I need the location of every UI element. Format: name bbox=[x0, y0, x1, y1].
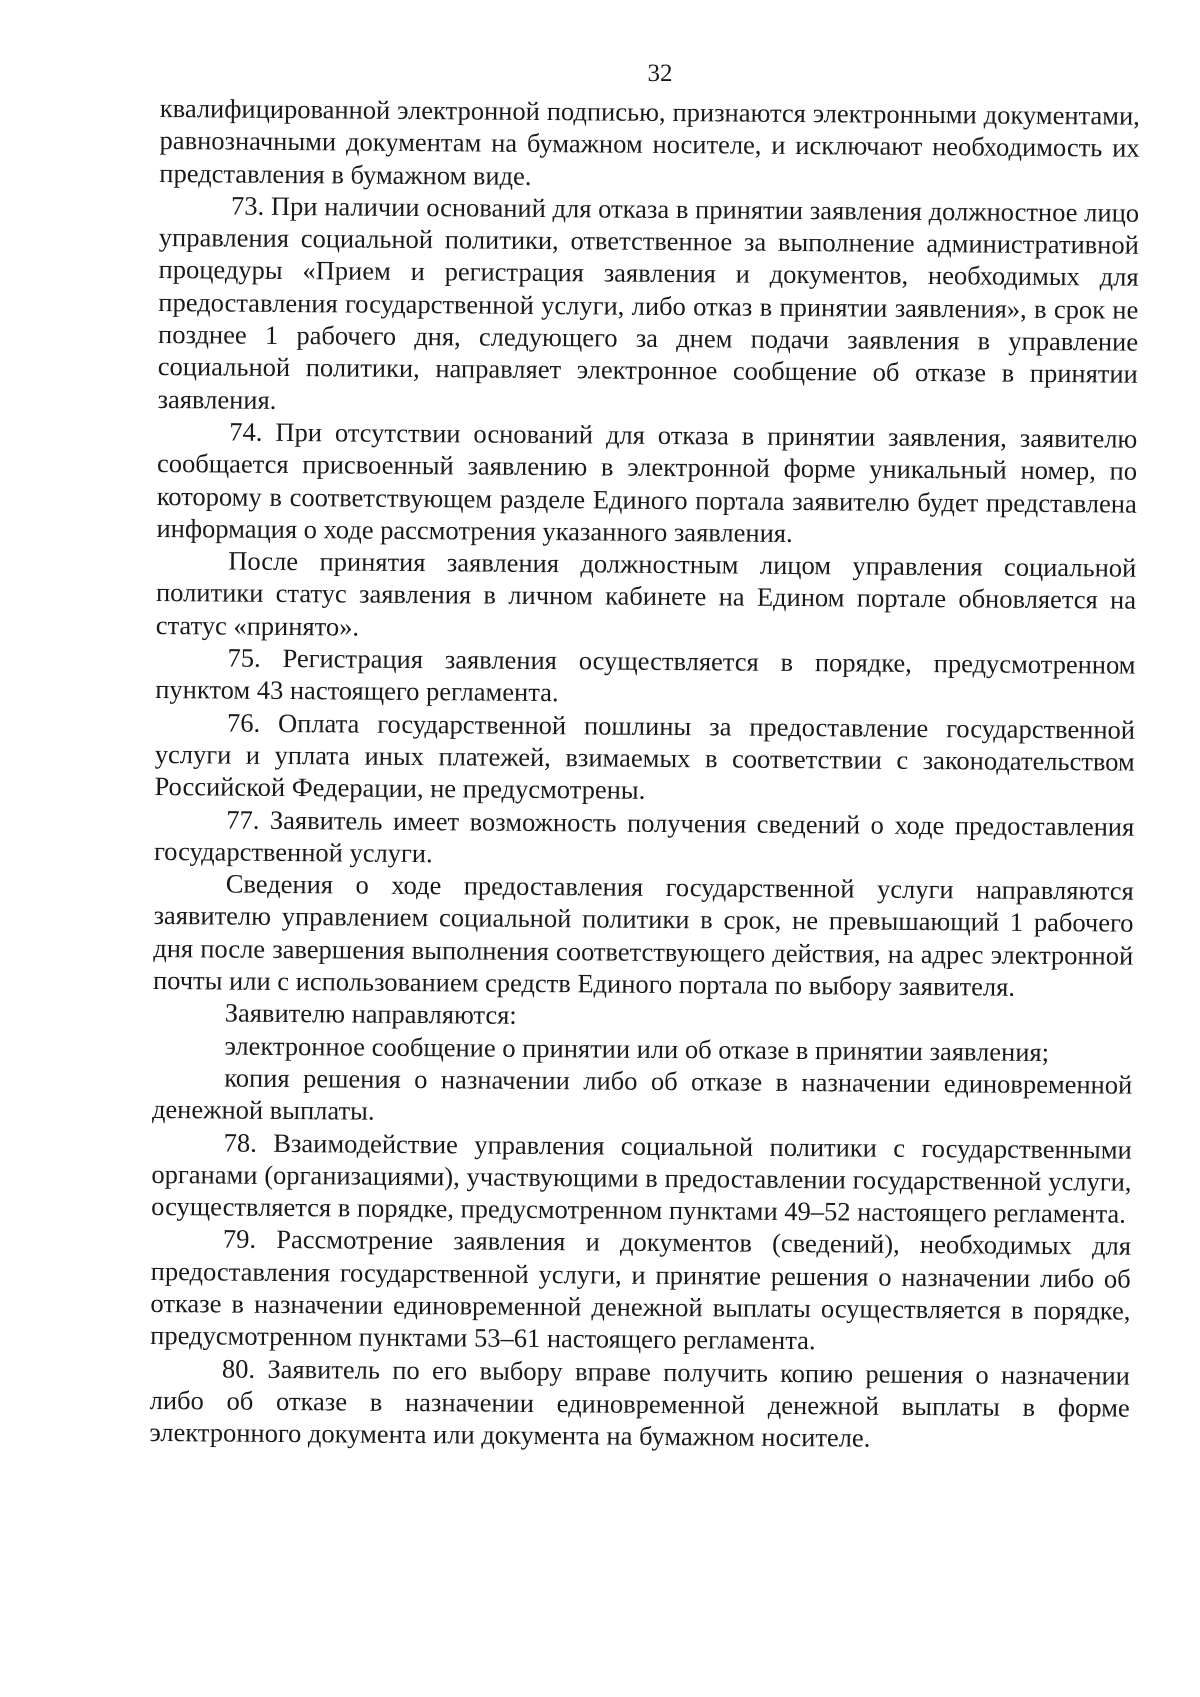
paragraph-74: 74. При отсутствии оснований для отказа в принятии заявления, заявителю сообщается присвоенный заявлению в электронной форме уникальный номер, по которому в соответствующем разделе Единого портала заявителю будет представлена информация о ходе рассмотрения указанного заявления. bbox=[156, 416, 1138, 548]
paragraph-73: 73. При наличии оснований для отказа в принятии заявления должностное лицо управления социальной политики, ответственное за выполнение административной процедуры «Прием и регистрация заявления и документов, необходимых для предоставления государственной услуги, либо отказ в принятии заявления», в срок не позднее 1 рабочего дня, следующего за днем подачи заявления в управление социальной политики, направляет электронное сообщение об отказе в принятии заявления. bbox=[157, 190, 1140, 415]
paragraph-77-info: Сведения о ходе предоставления государственной услуги направляются заявителю управлением социальной политики в срок, не превышающий 1 рабочего дня после завершения выполнения соответствующего действия, на адрес электронной почты или с использованием средств Единого портала по выбору заявителя. bbox=[152, 868, 1134, 1002]
paragraph-77-sent-item-2: копия решения о назначении либо об отказе в назначении единовременной денежной выплаты. bbox=[151, 1062, 1133, 1126]
paragraph-77: 77. Заявитель имеет возможность получения сведений о ходе предоставления государственной услуги. bbox=[153, 804, 1135, 868]
paragraph-80: 80. Заявитель по его выбору вправе получить копию решения о назначении либо об отказе в назначении единовременной денежной выплаты в форме электронного документа или документа на бумажном носителе. bbox=[149, 1353, 1131, 1453]
document-body bbox=[149, 92, 1140, 1456]
paragraph-78: 78. Взаимодействие управления социальной политики с государственными органами (организациями), участвующими в предоставлении государственной услуги, осуществляется в порядке, предусмотренном пунктами 49–52 настоящего регламента. bbox=[151, 1127, 1132, 1229]
paragraph-continuation: квалифицированной электронной подписью, признаются электронными документами, равнозначными документам на бумажном носителе, и исключают необходимость их представления в бумажном виде. bbox=[159, 92, 1140, 191]
paragraph-77-sent-item-1: электронное сообщение о принятии или об отказе в принятии заявления; bbox=[224, 1030, 1050, 1067]
paragraph-76: 76. Оплата государственной пошлины за предоставление государственной услуги и уплата иных платежей, взимаемых в соответствии с законодательством Российской Федерации, не предусмотрены. bbox=[154, 707, 1136, 806]
paragraph-74-status: После принятия заявления должностным лицом управления социальной политики статус заявления в личном кабинете на Едином портале обновляется на статус «принято». bbox=[155, 545, 1137, 642]
paragraph-75: 75. Регистрация заявления осуществляется в порядке, предусмотренном пунктом 43 настоящего регламента. bbox=[155, 642, 1136, 708]
paragraph-77-sent-intro: Заявителю направляются: bbox=[224, 997, 517, 1031]
page-number: 32 bbox=[647, 60, 673, 87]
paragraph-79: 79. Рассмотрение заявления и документов (сведений), необходимых для предоставления государственной услуги, и принятие решения о назначении либо об отказе в назначении единовременной денежной выплаты осуществляется в порядке, предусмотренном пунктами 53–61 настоящего регламента. bbox=[150, 1223, 1132, 1356]
